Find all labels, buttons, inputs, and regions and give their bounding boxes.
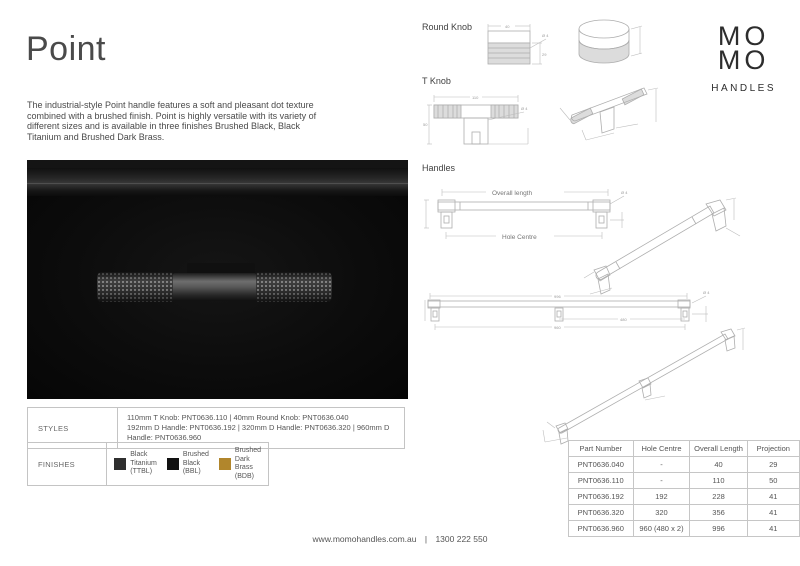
table-row: PNT0636.960 960 (480 x 2) 996 41 [569,521,800,537]
website-link[interactable]: www.momohandles.com.au [312,534,417,544]
spec-header-overall-length: Overall Length [690,441,747,457]
brushed-dark-brass-swatch [219,458,231,470]
point-handle-image [97,272,332,302]
round-knob-iso-drawing [572,16,650,68]
svg-text:Ø 4: Ø 4 [542,33,549,38]
round-knob-side-drawing [484,22,554,70]
phone-number: 1300 222 550 [435,534,488,544]
logo-wordmark: HANDLES [711,83,776,94]
spec-header-part-number: Part Number [569,441,634,457]
brushed-black-swatch [167,458,179,470]
black-titanium-swatch [114,458,126,470]
svg-text:996: 996 [554,294,561,299]
handle-knurl-right [256,272,332,302]
styles-line-2: 192mm D Handle: PNT0636.192 | 320mm D Handle: PNT0636.320 | 960mm D Handle: PNT0636.960 [127,423,390,442]
product-photo [27,160,408,399]
table-row: PNT0636.110 - 110 50 [569,473,800,489]
momo-handles-logo [711,21,776,101]
counter-edge [27,168,408,196]
footer-separator: | [424,534,428,544]
t-knob-front-drawing [423,92,538,152]
handle-smooth-centre [173,273,256,301]
table-row: PNT0636.320 320 356 41 [569,505,800,521]
section-round-knob: Round Knob [422,22,473,32]
svg-text:29: 29 [542,52,547,57]
section-handles: Handles [422,163,456,173]
logo-line-1: MO [717,21,770,51]
finish-brushed-black: Brushed Black (BBL) [167,451,209,477]
svg-text:Ø 4: Ø 4 [621,190,628,195]
section-t-knob: T Knob [422,76,451,86]
svg-text:Ø 4: Ø 4 [521,106,528,111]
svg-text:960: 960 [554,325,561,330]
finish-black-titanium: Black Titanium (TTBL) [114,451,157,477]
svg-text:Ø 4: Ø 4 [703,290,710,295]
product-description: The industrial-style Point handle features a soft and pleasant dot texture combined with a brushed finish. Point is highly versatile with its variety of different sizes and is available in three finishes Brushed Black, Black Titanium and Brushed Dark Brass. [27,100,317,142]
finishes-table [27,442,269,486]
svg-text:110: 110 [472,95,479,100]
svg-text:50: 50 [423,122,428,127]
svg-text:40: 40 [505,24,510,29]
styles-label: STYLES [28,408,118,449]
logo-line-2: MO [717,45,770,75]
finishes-label: FINISHES [28,443,107,486]
styles-line-1: 110mm T Knob: PNT0636.110 | 40mm Round Knob: PNT0636.040 [127,413,349,422]
spec-table [568,440,800,537]
page-footer [0,534,800,544]
spec-header-projection: Projection [747,441,799,457]
t-knob-iso-drawing [556,78,666,152]
spec-header-row [569,441,800,457]
handle-knurl-left [97,272,173,302]
table-row: PNT0636.040 - 40 29 [569,457,800,473]
handle-iso-drawing [576,180,750,298]
spec-header-hole-centre: Hole Centre [633,441,690,457]
finish-brushed-dark-brass: Brushed Dark Brass (BDB) [219,447,261,481]
overall-length-label: Overall length [492,190,533,197]
table-row: PNT0636.192 192 228 41 [569,489,800,505]
svg-text:480: 480 [620,317,627,322]
page-title: Point [26,30,106,68]
handle-960-iso-drawing [533,318,751,450]
hole-centre-label: Hole Centre [502,234,537,241]
